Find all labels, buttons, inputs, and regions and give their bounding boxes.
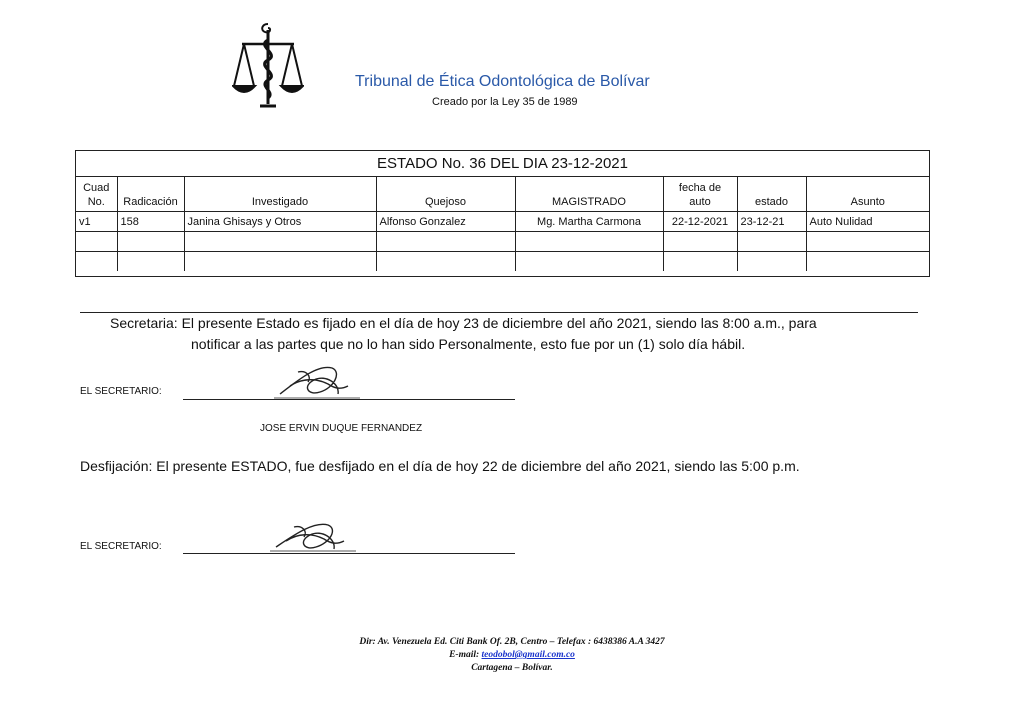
estado-table-title: ESTADO No. 36 DEL DIA 23-12-2021 bbox=[76, 151, 929, 177]
table-cell bbox=[184, 232, 376, 252]
table-cell bbox=[76, 252, 117, 272]
secretaria-text-line-1: Secretaria: El presente Estado es fijado en el día de hoy 23 de diciembre del año 2021, siendo las 8:00 a.m., para bbox=[110, 315, 817, 331]
signature-line bbox=[183, 399, 515, 400]
table-cell bbox=[515, 252, 663, 272]
footer-email-link[interactable]: teodobol@gmail.com.co bbox=[481, 650, 575, 660]
column-header-magistrado: MAGISTRADO bbox=[515, 176, 663, 212]
table-cell bbox=[806, 252, 929, 272]
table-cell bbox=[184, 252, 376, 272]
table-cell bbox=[117, 252, 184, 272]
footer-email-label: E-mail: bbox=[449, 650, 482, 660]
estado-grid bbox=[76, 176, 929, 271]
signature-icon bbox=[268, 358, 364, 402]
table-cell bbox=[663, 232, 737, 252]
table-cell bbox=[737, 252, 806, 272]
table-cell: Mg. Martha Carmona bbox=[515, 212, 663, 232]
column-header-fecha-auto: fecha de auto bbox=[663, 176, 737, 212]
secretary-label: EL SECRETARIO: bbox=[80, 386, 162, 397]
column-header-cuad: Cuad No. bbox=[76, 176, 117, 212]
column-header-radicacion: Radicación bbox=[117, 176, 184, 212]
secretaria-text-line-2: notificar a las partes que no lo han sido Personalmente, esto fue por un (1) solo día hábil. bbox=[191, 336, 746, 352]
table-cell bbox=[663, 252, 737, 272]
column-header-investigado: Investigado bbox=[184, 176, 376, 212]
footer-email-line bbox=[0, 650, 1024, 660]
secretary-name: JOSE ERVIN DUQUE FERNANDEZ bbox=[260, 423, 423, 434]
table-cell: v1 bbox=[76, 212, 117, 232]
estado-table bbox=[75, 150, 930, 277]
organization-subtitle: Creado por la Ley 35 de 1989 bbox=[432, 96, 578, 108]
table-cell: 23-12-21 bbox=[737, 212, 806, 232]
table-cell bbox=[515, 232, 663, 252]
table-cell bbox=[117, 232, 184, 252]
secretary-label: EL SECRETARIO: bbox=[80, 541, 162, 552]
table-cell: 22-12-2021 bbox=[663, 212, 737, 232]
table-row bbox=[76, 212, 929, 232]
table-cell: Alfonso Gonzalez bbox=[376, 212, 515, 232]
organization-title: Tribunal de Ética Odontológica de Bolívar bbox=[355, 73, 650, 90]
table-cell: 158 bbox=[117, 212, 184, 232]
table-row bbox=[76, 252, 929, 272]
table-cell: Auto Nulidad bbox=[806, 212, 929, 232]
table-cell bbox=[737, 232, 806, 252]
column-header-quejoso: Quejoso bbox=[376, 176, 515, 212]
scales-of-justice-logo-icon bbox=[232, 20, 304, 112]
table-cell bbox=[806, 232, 929, 252]
footer-address: Dir: Av. Venezuela Ed. Citi Bank Of. 2B, Centro – Telefax : 6438386 A.A 3427 bbox=[359, 637, 665, 647]
table-cell bbox=[76, 232, 117, 252]
desfijacion-text: Desfijación: El presente ESTADO, fue desfijado en el día de hoy 22 de diciembre del año 2021, siendo las 5:00 p.m. bbox=[80, 458, 800, 474]
column-header-asunto: Asunto bbox=[806, 176, 929, 212]
table-row bbox=[76, 232, 929, 252]
table-header-row bbox=[76, 176, 929, 212]
table-cell bbox=[376, 232, 515, 252]
column-header-estado: estado bbox=[737, 176, 806, 212]
footer-city: Cartagena – Bolívar. bbox=[471, 663, 553, 673]
signature-line bbox=[183, 553, 515, 554]
table-cell: Janina Ghisays y Otros bbox=[184, 212, 376, 232]
table-cell bbox=[376, 252, 515, 272]
signature-icon bbox=[266, 513, 362, 557]
